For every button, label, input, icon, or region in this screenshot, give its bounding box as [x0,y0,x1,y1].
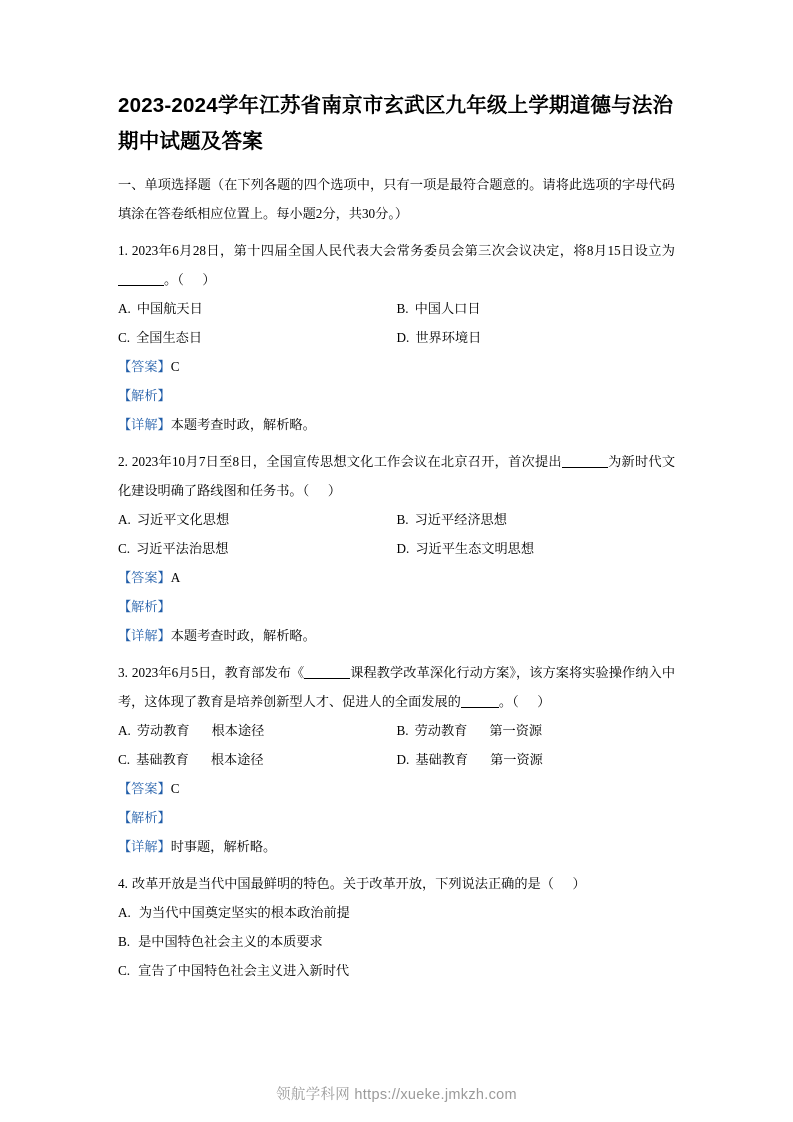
detail-tag: 【详解】 [118,417,171,432]
answer-tag: 【答案】 [118,570,171,585]
option-label: D. [396,541,410,556]
analysis-tag: 【解析】 [118,388,171,403]
option-label: B. [396,723,409,738]
option-c[interactable] [118,323,397,352]
option-text: 习近平经济思想 [414,512,507,527]
detail-tag: 【详解】 [118,628,171,643]
question-number: 2. [118,454,128,469]
option-label: C. [118,541,131,556]
option-text: 宣告了中国特色社会主义进入新时代 [138,963,350,978]
question-1 [118,236,675,439]
question-text-after: 。（ [164,272,184,287]
question-text-mid: 课程教学改革深化行动方案》，该方案将实验操作纳入中考，这体现了教育是培养创新型人才、促进人的全面发展的 [118,665,676,709]
option-label: C. [118,330,131,345]
option-label: A. [118,512,131,527]
question-text-before: 2023年6月5日，教育部发布《 [131,665,305,680]
answer-value: C [170,359,180,374]
answer-tag: 【答案】 [118,781,171,796]
option-c[interactable] [118,534,397,563]
detail-line [118,621,675,650]
option-label: C. [118,752,131,767]
options-list [118,898,675,985]
question-text-after: 为新时代文化建设明确了路线图和任务书。（ [118,454,676,498]
fill-blank [562,454,608,468]
option-text: 劳动教育 [136,723,190,738]
option-a[interactable] [118,716,397,745]
option-b[interactable] [397,505,676,534]
answer-line [118,774,675,803]
option-text: 习近平生态文明思想 [415,541,535,556]
question-number: 3. [118,665,128,680]
question-2 [118,447,675,650]
option-text: 基础教育 [136,752,189,767]
question-number: 1. [118,243,128,258]
fill-blank-2 [461,694,499,708]
question-text-before: 2023年10月7日至8日，全国宣传思想文化工作会议在北京召开，首次提出 [131,454,562,469]
detail-line [118,832,675,861]
detail-text: 时事题，解析略。 [170,839,277,854]
option-label: A. [118,723,131,738]
question-4 [118,869,675,985]
option-subtext: 根本途径 [211,723,265,738]
option-text: 全国生态日 [136,330,203,345]
option-text: 中国人口日 [414,301,481,316]
question-text-end: ） [327,483,341,498]
question-text-end: ） [537,694,551,709]
question-stem [118,869,675,898]
option-b[interactable] [118,927,675,956]
page-title: 2023-2024学年江苏省南京市玄武区九年级上学期道德与法治期中试题及答案 [118,94,674,153]
answer-value: C [170,781,180,796]
answer-line [118,352,675,381]
option-d[interactable] [397,534,676,563]
analysis-tag: 【解析】 [118,810,171,825]
option-subtext: 第一资源 [489,723,543,738]
option-label: B. [396,301,409,316]
options-list [118,716,675,774]
option-b[interactable] [397,294,676,323]
fill-blank [118,272,164,286]
page-footer: 领航学科网 https://xueke.jmkzh.com [276,1087,517,1103]
question-stem [118,236,675,294]
option-text: 是中国特色社会主义的本质要求 [138,934,323,949]
option-label: D. [396,752,410,767]
option-label: A. [118,905,131,920]
options-list [118,505,675,563]
question-text-after: 。（ [498,694,519,709]
option-text: 中国航天日 [136,301,203,316]
option-a[interactable] [118,294,397,323]
question-text-end: ） [572,876,586,891]
option-subtext: 根本途径 [210,752,264,767]
answer-value: A [170,570,181,585]
analysis-line [118,381,675,410]
analysis-tag: 【解析】 [118,599,171,614]
option-text: 为当代中国奠定坚实的根本政治前提 [138,905,350,920]
options-list [118,294,675,352]
question-stem [118,447,675,505]
option-label: C. [118,963,131,978]
option-text: 基础教育 [415,752,469,767]
detail-text: 本题考查时政，解析略。 [170,628,316,643]
option-subtext: 第一资源 [490,752,543,767]
question-number: 4. [118,876,128,891]
question-3 [118,658,675,861]
section-heading: 一、单项选择题（在下列各题的四个选项中，只有一项是最符合题意的。请将此选项的字母代码填涂在答卷纸相应位置上。每小题2分，共30分。） [118,177,675,221]
question-stem [118,658,675,716]
option-label: D. [396,330,410,345]
detail-line [118,410,675,439]
option-c[interactable] [118,745,397,774]
analysis-line [118,592,675,621]
question-text-before: 改革开放是当代中国最鲜明的特色。关于改革开放，下列说法正确的是（ [131,876,554,891]
detail-tag: 【详解】 [118,839,171,854]
fill-blank [304,665,350,679]
option-c[interactable] [118,956,675,985]
option-text: 世界环境日 [415,330,482,345]
option-text: 习近平法治思想 [136,541,229,556]
option-text: 习近平文化思想 [136,512,230,527]
question-text-before: 2023年6月28日，第十四届全国人民代表大会常务委员会第三次会议决定，将8月15日设立为 [131,243,675,258]
answer-line [118,563,675,592]
analysis-line [118,803,675,832]
option-a[interactable] [118,505,397,534]
answer-tag: 【答案】 [118,359,171,374]
option-label: B. [396,512,409,527]
option-label: B. [118,934,131,949]
option-d[interactable] [397,745,676,774]
option-text: 劳动教育 [414,723,468,738]
detail-text: 本题考查时政，解析略。 [170,417,316,432]
option-b[interactable] [397,716,676,745]
question-text-end: ） [202,272,216,287]
option-d[interactable] [397,323,676,352]
option-a[interactable] [118,898,675,927]
option-label: A. [118,301,131,316]
